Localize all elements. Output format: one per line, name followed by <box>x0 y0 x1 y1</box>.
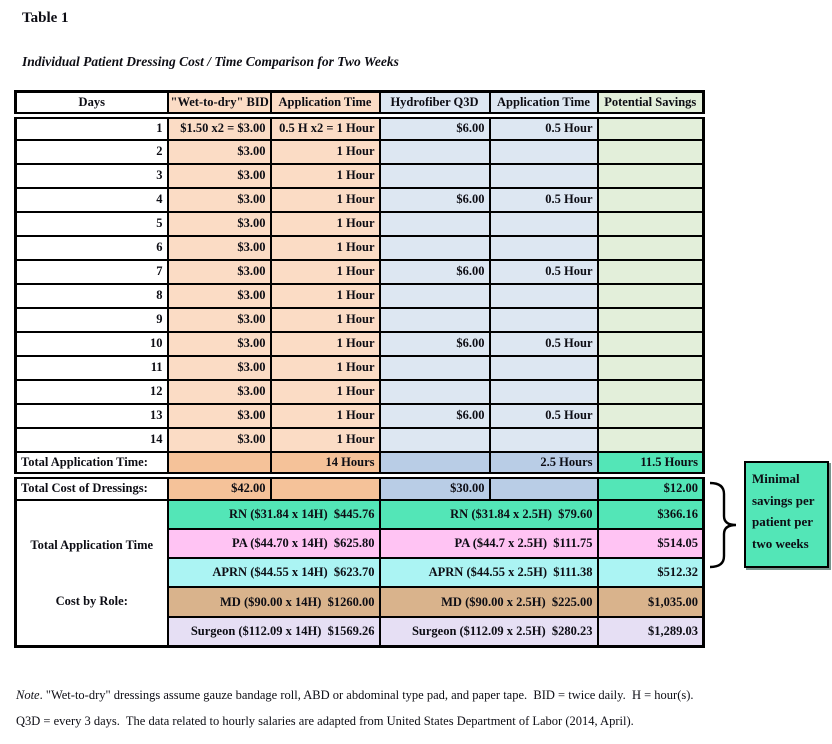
q3d-time-cell <box>490 380 598 404</box>
q3d-cost-cell: $6.00 <box>380 404 490 428</box>
bid-cost-cell: $3.00 <box>168 428 271 452</box>
rn-savings: $366.16 <box>598 500 704 529</box>
day-row-14 <box>16 428 704 452</box>
q3d-cost-cell <box>380 164 490 188</box>
savings-cell <box>598 164 704 188</box>
q3d-time-cell: 0.5 Hour <box>490 260 598 284</box>
total-application-time-row <box>16 452 704 476</box>
savings-cell <box>598 140 704 164</box>
q3d-time-cell <box>490 308 598 332</box>
savings-cell <box>598 332 704 356</box>
q3d-cost-blank <box>380 452 490 476</box>
day-number: 6 <box>16 236 168 260</box>
total-application-time-label: Total Application Time: <box>16 452 168 476</box>
q3d-time-cell <box>490 284 598 308</box>
header-q3d-application-time: Application Time <box>490 92 598 116</box>
aprn-q3d-cost: APRN ($44.55 x 2.5H) $111.38 <box>380 558 598 587</box>
table-title: Individual Patient Dressing Cost / Time Comparison for Two Weeks <box>22 54 399 69</box>
day-row-2 <box>16 140 704 164</box>
bid-time-cell: 1 Hour <box>271 380 380 404</box>
bid-time-cell: 1 Hour <box>271 308 380 332</box>
savings-cell <box>598 356 704 380</box>
bid-time-cell: 1 Hour <box>271 404 380 428</box>
pa-savings: $514.05 <box>598 529 704 558</box>
callout-line: patient per <box>752 514 814 530</box>
day-row-7 <box>16 260 704 284</box>
bid-cost-cell: $3.00 <box>168 308 271 332</box>
bid-cost-cell: $3.00 <box>168 284 271 308</box>
role-row-rn <box>16 500 704 529</box>
q3d-cost-cell <box>380 380 490 404</box>
table-note <box>16 682 822 734</box>
bid-cost-cell: $3.00 <box>168 332 271 356</box>
cost-by-role-label <box>16 500 168 647</box>
q3d-time-cell <box>490 164 598 188</box>
q3d-cost-cell <box>380 308 490 332</box>
day-number: 14 <box>16 428 168 452</box>
savings-cell <box>598 188 704 212</box>
aprn-savings: $512.32 <box>598 558 704 587</box>
day-number: 12 <box>16 380 168 404</box>
bid-time-cell: 1 Hour <box>271 212 380 236</box>
q3d-time-cell: 0.5 Hour <box>490 116 598 140</box>
bid-time-blank <box>271 476 380 500</box>
day-row-12 <box>16 380 704 404</box>
q3d-cost-cell: $6.00 <box>380 116 490 140</box>
day-row-1 <box>16 116 704 140</box>
day-number: 9 <box>16 308 168 332</box>
header-wet-to-dry-bid: "Wet-to-dry" BID <box>168 92 271 116</box>
savings-cell <box>598 236 704 260</box>
bid-cost-cell: $3.00 <box>168 212 271 236</box>
q3d-cost-cell: $6.00 <box>380 260 490 284</box>
day-row-5 <box>16 212 704 236</box>
surgeon-q3d-cost: Surgeon ($112.09 x 2.5H) $280.23 <box>380 617 598 646</box>
q3d-cost-cell: $6.00 <box>380 188 490 212</box>
surgeon-savings: $1,289.03 <box>598 617 704 646</box>
day-number: 7 <box>16 260 168 284</box>
bid-time-cell: 1 Hour <box>271 140 380 164</box>
bid-cost-cell: $3.00 <box>168 236 271 260</box>
cost-savings-total: $12.00 <box>598 476 704 500</box>
bid-time-cell: 0.5 H x2 = 1 Hour <box>271 116 380 140</box>
total-cost-label: Total Cost of Dressings: <box>16 476 168 500</box>
day-row-11 <box>16 356 704 380</box>
pa-q3d-cost: PA ($44.7 x 2.5H) $111.75 <box>380 529 598 558</box>
q3d-time-cell <box>490 428 598 452</box>
bid-cost-cell: $3.00 <box>168 260 271 284</box>
bid-cost-cell: $3.00 <box>168 356 271 380</box>
savings-cell <box>598 284 704 308</box>
callout-line: two weeks <box>752 535 809 551</box>
bid-time-cell: 1 Hour <box>271 236 380 260</box>
bid-time-cell: 1 Hour <box>271 356 380 380</box>
day-number: 13 <box>16 404 168 428</box>
q3d-time-cell <box>490 236 598 260</box>
day-row-3 <box>16 164 704 188</box>
savings-cell <box>598 212 704 236</box>
cost-by-role-label-line2: Cost by Role: <box>55 593 128 608</box>
q3d-cost-cell <box>380 284 490 308</box>
savings-cell <box>598 308 704 332</box>
surgeon-wet-cost: Surgeon ($112.09 x 14H) $1569.26 <box>168 617 380 646</box>
day-number: 5 <box>16 212 168 236</box>
brace-shape <box>704 481 742 569</box>
q3d-time-cell <box>490 212 598 236</box>
pa-wet-cost: PA ($44.70 x 14H) $625.80 <box>168 529 380 558</box>
bid-cost-cell: $3.00 <box>168 164 271 188</box>
q3d-cost-cell <box>380 428 490 452</box>
q3d-time-cell: 0.5 Hour <box>490 188 598 212</box>
bid-time-cell: 1 Hour <box>271 284 380 308</box>
table-number-heading: Table 1 <box>22 10 69 26</box>
day-number: 1 <box>16 116 168 140</box>
header-hydrofiber-q3d: Hydrofiber Q3D <box>380 92 490 116</box>
md-wet-cost: MD ($90.00 x 14H) $1260.00 <box>168 587 380 616</box>
day-row-4 <box>16 188 704 212</box>
header-potential-savings: Potential Savings <box>598 92 704 116</box>
day-number: 3 <box>16 164 168 188</box>
note-prefix: Note <box>16 688 40 702</box>
time-savings-total: 11.5 Hours <box>598 452 704 476</box>
day-number: 4 <box>16 188 168 212</box>
savings-cell <box>598 380 704 404</box>
q3d-total-cost: $30.00 <box>380 476 490 500</box>
q3d-time-cell: 0.5 Hour <box>490 404 598 428</box>
bid-time-cell: 1 Hour <box>271 188 380 212</box>
day-row-10 <box>16 332 704 356</box>
savings-callout-box <box>744 461 829 568</box>
rn-wet-cost: RN ($31.84 x 14H) $445.76 <box>168 500 380 529</box>
md-q3d-cost: MD ($90.00 x 2.5H) $225.00 <box>380 587 598 616</box>
q3d-cost-cell <box>380 140 490 164</box>
bid-cost-cell: $3.00 <box>168 380 271 404</box>
q3d-time-cell <box>490 356 598 380</box>
day-number: 2 <box>16 140 168 164</box>
bid-total-cost: $42.00 <box>168 476 271 500</box>
rn-q3d-cost: RN ($31.84 x 2.5H) $79.60 <box>380 500 598 529</box>
comparison-table <box>14 90 705 648</box>
bid-cost-cell: $1.50 x2 = $3.00 <box>168 116 271 140</box>
q3d-time-cell: 0.5 Hour <box>490 332 598 356</box>
callout-line: savings per <box>752 492 815 508</box>
q3d-cost-cell: $6.00 <box>380 332 490 356</box>
bid-cost-cell: $3.00 <box>168 404 271 428</box>
day-number: 10 <box>16 332 168 356</box>
day-row-9 <box>16 308 704 332</box>
q3d-total-time: 2.5 Hours <box>490 452 598 476</box>
bid-time-cell: 1 Hour <box>271 428 380 452</box>
callout-line: Minimal <box>752 471 800 486</box>
savings-cell <box>598 116 704 140</box>
bid-time-cell: 1 Hour <box>271 332 380 356</box>
md-savings: $1,035.00 <box>598 587 704 616</box>
note-line1: . "Wet-to-dry" dressings assume gauze bandage roll, ABD or abdominal type pad, and paper tape. BID = twice daily. H = hour(s). <box>39 688 694 702</box>
bid-time-cell: 1 Hour <box>271 260 380 284</box>
aprn-wet-cost: APRN ($44.55 x 14H) $623.70 <box>168 558 380 587</box>
day-row-6 <box>16 236 704 260</box>
header-row <box>16 92 704 116</box>
bid-total-time: 14 Hours <box>271 452 380 476</box>
header-bid-application-time: Application Time <box>271 92 380 116</box>
header-days: Days <box>16 92 168 116</box>
bid-cost-cell: $3.00 <box>168 188 271 212</box>
day-number: 8 <box>16 284 168 308</box>
day-number: 11 <box>16 356 168 380</box>
savings-cell <box>598 428 704 452</box>
bid-time-cell: 1 Hour <box>271 164 380 188</box>
q3d-time-cell <box>490 140 598 164</box>
savings-cell <box>598 404 704 428</box>
q3d-cost-cell <box>380 212 490 236</box>
q3d-time-blank <box>490 476 598 500</box>
note-line2: Q3D = every 3 days. The data related to hourly salaries are adapted from United States Department of Labor (2014, April). <box>16 714 634 728</box>
savings-cell <box>598 260 704 284</box>
bid-cost-blank <box>168 452 271 476</box>
cost-by-role-label-line1: Total Application Time <box>30 537 154 552</box>
day-row-8 <box>16 284 704 308</box>
q3d-cost-cell <box>380 236 490 260</box>
q3d-cost-cell <box>380 356 490 380</box>
day-row-13 <box>16 404 704 428</box>
total-cost-row <box>16 476 704 500</box>
bid-cost-cell: $3.00 <box>168 140 271 164</box>
